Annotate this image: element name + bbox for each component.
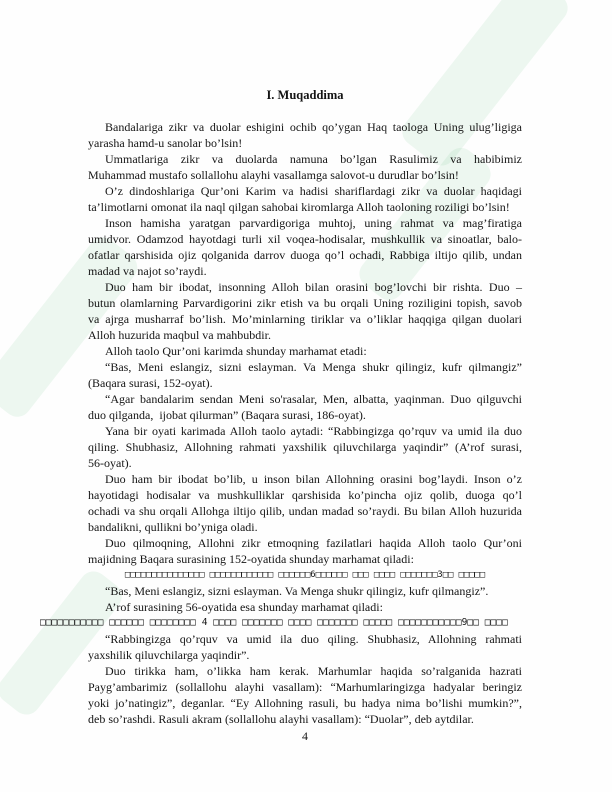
arabic-verse	[40, 615, 522, 631]
paragraph	[88, 279, 522, 343]
text-line: Duo tirikka ham, o’likka ham kerak. Marhumlar haqida so’ralganida hazrati	[105, 664, 522, 678]
text-line: “Agar bandalarim sendan Meni so'rasalar, Men, albatta, yaqinman. Duo qilguvchi	[105, 392, 522, 406]
text-line: Muhammad mustafo sollallohu alayhi vasallamga salovot-u durudlar bo’lsin!	[88, 168, 459, 182]
text-line: hayotidagi hodisalar va mushkulliklar qarshisida ko’pincha ojiz qolib, duoga qo’l	[88, 488, 522, 502]
text-line: butun olamlarning Parvardigorini zikr etish va bu orqali Uning roziligini topish, savob	[88, 296, 522, 310]
text-line: “Bas, Meni eslangiz, sizni eslayman. Va Menga shukr qilingiz, kufr qilmangiz”.	[105, 584, 489, 598]
text-line: Ummatlariga zikr va duolarda namuna bo’lgan Rasulimiz va habibimiz	[105, 152, 522, 166]
text-line: yaxshilik qiluvchilarga yaqindir”.	[88, 648, 250, 662]
text-line: yoki jo’natingiz”, deganlar. “Ey Allohning rasuli, bu hadya nima bo’lishi mumkin?”,	[88, 696, 522, 710]
paragraph	[88, 359, 522, 391]
paragraph	[88, 583, 522, 599]
text-line: O’z dindoshlariga Qur’oni Karim va hadisi shariflardagi zikr va duolar haqidagi	[105, 184, 522, 198]
text-line: Alloh taolo Qur’oni karimda shunday marhamat etadi:	[105, 344, 367, 358]
text-line: va ajrga musharraf bo’lish. Mo’minlarning tiriklar va o’liklar haqqiga qilgan duolari	[88, 312, 522, 326]
paragraph	[88, 535, 522, 567]
text-line: Duo ham bir ibodat, insonning Alloh bilan orasini bog’lovchi bir rishta. Duo –	[105, 280, 522, 294]
text-line: Inson hamisha yaratgan parvardigoriga muhtoj, uning rahmat va mag’firatiga	[105, 216, 522, 230]
paragraph	[88, 471, 522, 535]
text-line: 56-oyat).	[88, 456, 132, 470]
paragraph	[88, 391, 522, 423]
text-line: bandalikni, qullikni bo’yniga oladi.	[88, 520, 258, 534]
text-line: “Rabbingizga qo’rquv va umid ila duo qiling. Shubhasiz, Allohning rahmati	[105, 632, 522, 646]
arabic-verse	[88, 567, 522, 583]
page-number: 4	[302, 729, 308, 743]
text-line: Payg’ambarimiz (sollallohu alayhi vasallam): “Marhumlaringizga hadyalar beringiz	[88, 680, 522, 694]
text-line: Bandalariga zikr va duolar eshigini ochib qo’ygan Haq taologa Uning ulug’ligiga	[105, 120, 522, 134]
text-line: deb so’rashdi. Rasuli akram (sollallohu alayhi vasallam): “Duolar”, deb aytdilar.	[88, 712, 474, 726]
arabic-verse-line: □□□□□□□□□□□ □□□□□□ □□□□□□□□ 4 □□□□ □□□□□□□ □□□□ □□□□□□□ □□□□□ □□□□□□□□□□□9□□ □□□□	[40, 617, 508, 628]
paragraph	[88, 215, 522, 279]
section-title: I. Muqaddima	[266, 88, 344, 102]
text-line: Alloh huzurida maqbul va mahbubdir.	[88, 328, 271, 342]
text-line: yarasha hamd-u sanolar bo’lsin!	[88, 136, 243, 150]
text-line: madad va najot so’raydi.	[88, 264, 207, 278]
paragraph	[88, 151, 522, 183]
text-line: majidning Baqara surasining 152-oyatida shunday marhamat qiladi:	[88, 552, 414, 566]
text-line: “Bas, Meni eslangiz, sizni eslayman. Va Menga shukr qilingiz, kufr qilmangiz”	[105, 360, 522, 374]
text-line: Duo ham bir ibodat bo’lib, u inson bilan Allohning orasini bog’laydi. Inson o’z	[105, 472, 522, 486]
text-line: A’rof surasining 56-oyatida esa shunday marhamat qiladi:	[105, 600, 383, 614]
text-line: ochadi va shu orqali Allohga iltijo qilib, undan madad so’raydi. Bu bilan Alloh huzurida	[88, 504, 522, 518]
paragraph	[88, 631, 522, 663]
paragraph	[88, 599, 522, 615]
text-line: ta’limotlarni omonat ila naql qilgan sahobai kiromlarga Alloh taoloning roziligi bo’lsin!	[88, 200, 510, 214]
text-line: qiling. Shubhasiz, Allohning rahmati yaxshilik qiluvchilarga yaqindir” (A’rof surasi,	[88, 440, 522, 454]
body-text	[40, 119, 522, 727]
paragraph	[88, 663, 522, 727]
text-line: duo qilganda, ijobat qilurman” (Baqara surasi, 186-oyat).	[88, 408, 366, 422]
text-line: (Baqara surasi, 152-oyat).	[88, 376, 213, 390]
paragraph	[88, 119, 522, 151]
arabic-verse-line: □□□□□□□□□□□□□□□ □□□□□□□□□□□□ □□□□□□6□□□□□□ □□□ □□□□ □□□□□□□3□□ □□□□□	[124, 570, 486, 580]
text-line: Duo qilmoqning, Allohni zikr etmoqning fazilatlari haqida Alloh taolo Qur’oni	[105, 536, 522, 550]
text-line: Yana bir oyati karimada Alloh taolo aytadi: “Rabbingizga qo’rquv va umid ila duo	[105, 424, 522, 438]
paragraph	[88, 343, 522, 359]
paragraph	[88, 423, 522, 471]
text-line: umidvor. Odamzod hayotdagi turli xil voqea-hodisalar, mushkullik va sinoatlar, balo-	[88, 232, 522, 246]
paragraph	[88, 183, 522, 215]
text-line: ofatlar qarshisida ojiz qolganida darrov duoga qo’l ochadi, Rabbiga iltijo qilib, undan	[88, 248, 522, 262]
